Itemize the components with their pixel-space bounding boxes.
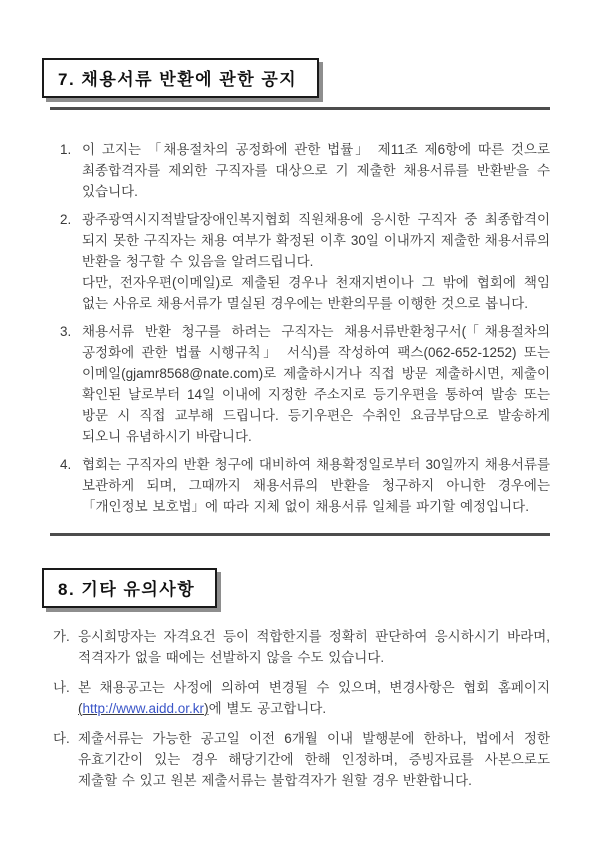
note-item-da xyxy=(50,728,550,791)
notice-item-3-marker: 3. xyxy=(60,324,72,339)
note-item-na xyxy=(50,677,550,719)
note-item-na-text-after: 에 별도 공고합니다. xyxy=(208,701,327,716)
note-item-na-text xyxy=(78,677,550,719)
section-8-title: 8. 기타 유의사항 xyxy=(58,580,196,599)
notice-item-1 xyxy=(50,139,550,202)
notice-item-2-text: 광주광역시지적발달장애인복지협회 직원채용에 응시한 구직자 중 최종합격이 되지 못한 구직자는 채용 여부가 확정된 이후 30일 이내까지 제출한 채용서류의 반환을 청구할 수 있음을 알려드립니다. xyxy=(82,212,550,269)
note-item-ga-marker: 가. xyxy=(53,629,70,644)
notice-item-1-marker: 1. xyxy=(60,142,72,157)
notice-item-4-marker: 4. xyxy=(60,457,72,472)
notice-item-2 xyxy=(50,209,550,314)
homepage-link-group xyxy=(78,701,209,716)
notice-item-1-text: 이 고지는 「채용절차의 공정화에 관한 법률」 제11조 제6항에 따른 것으로 최종합격자를 제외한 구직자를 대상으로 기 제출한 채용서류를 반환받을 수 있습니다. xyxy=(82,142,550,199)
notice-item-2-marker: 2. xyxy=(60,212,72,227)
note-item-da-text: 제출서류는 가능한 공고일 이전 6개월 이내 발행분에 한하나, 법에서 정한 유효기간이 있는 경우 해당기간에 한해 인정하며, 증빙자료를 사본으로도 제출할 수 있고 원본 제출서류는 불합격자가 원할 경우 반환합니다. xyxy=(78,731,550,788)
section-7-title: 7. 채용서류 반환에 관한 공지 xyxy=(58,70,298,89)
divider-line-top xyxy=(50,107,550,110)
homepage-link[interactable]: http://www.aidd.or.kr xyxy=(82,701,205,716)
notice-item-3-text: 채용서류 반환 청구를 하려는 구직자는 채용서류반환청구서(「채용절차의 공정화에 관한 법률 시행규칙」 서식)를 작성하여 팩스(062-652-1252) 또는 이메일(gjamr8568@nate.com)로 제출하시거나 직접 방문 제출하시면, 제출이 확인된 날로부터 14일 이내에 지정한 주소지로 등기우편을 통하여 발송 또는 방문 시 직접 교부해 드립니다. 등기우편은 수취인 요금부담으로 발송하게 되오니 유념하시기 바랍니다. xyxy=(82,324,550,444)
section-7-heading-box xyxy=(42,58,319,98)
note-item-na-text-before: 본 채용공고는 사정에 의하여 변경될 수 있으며, 변경사항은 협회 홈페이지 xyxy=(78,680,550,695)
note-item-ga-text: 응시희망자는 자격요건 등이 적합한지를 정확히 판단하여 응시하시기 바라며, 적격자가 없을 때에는 선발하지 않을 수도 있습니다. xyxy=(78,629,550,665)
notice-item-4-text: 협회는 구직자의 반환 청구에 대비하여 채용확정일로부터 30일까지 채용서류를 보관하게 되며, 그때까지 채용서류의 반환을 청구하지 아니한 경우에는 「개인정보 보호법」에 따라 지체 없이 채용서류 일체를 파기할 예정입니다. xyxy=(82,457,550,514)
notice-item-4 xyxy=(50,454,550,517)
notice-item-2-subtext: 다만, 전자우편(이메일)로 제출된 경우나 천재지변이나 그 밖에 협회에 책임 없는 사유로 채용서류가 멸실된 경우에는 반환의무를 이행한 것으로 봅니다. xyxy=(82,275,550,311)
divider-line-bottom xyxy=(50,533,550,536)
note-item-na-marker: 나. xyxy=(53,680,70,695)
note-item-da-marker: 다. xyxy=(53,731,70,746)
homepage-link-paren-close: ) xyxy=(204,701,209,716)
notice-item-3 xyxy=(50,321,550,447)
homepage-link-paren-open: ( xyxy=(78,701,83,716)
note-item-ga xyxy=(50,626,550,668)
section-8-heading-box xyxy=(42,568,217,608)
